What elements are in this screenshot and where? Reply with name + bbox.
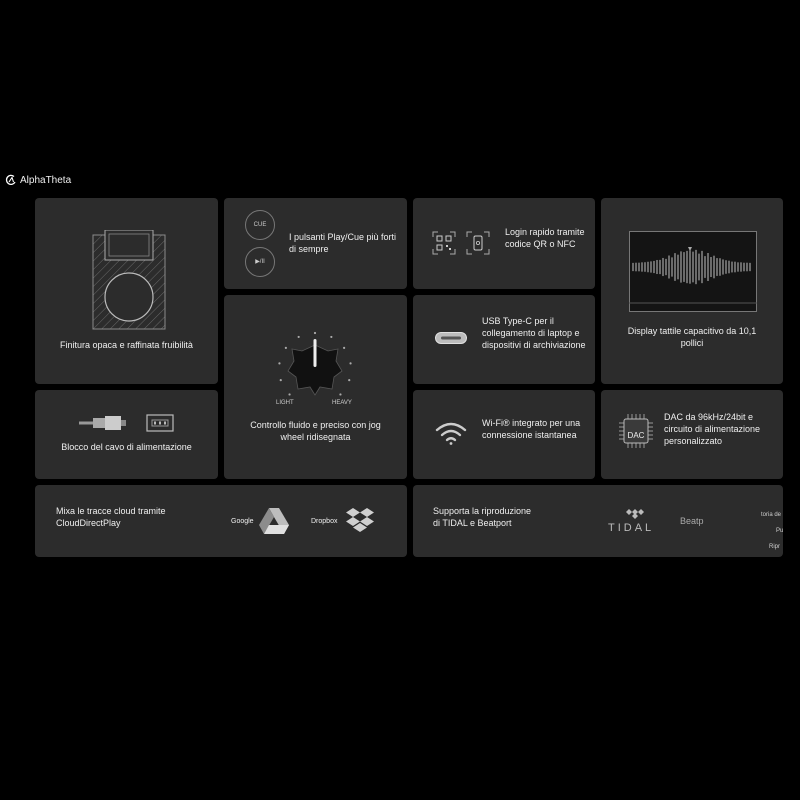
google-label: Google: [231, 518, 254, 525]
dac-card: [601, 390, 783, 479]
power-cable-icon: [79, 414, 175, 432]
wifi-card: [413, 390, 595, 479]
device-outline-icon: [90, 230, 168, 332]
jog-light-label: LIGHT: [276, 400, 294, 406]
jog-card: [224, 295, 407, 479]
brand-logo[interactable]: [5, 174, 71, 186]
usb-c-connector-icon: [435, 332, 467, 344]
login-text: Login rapido tramite codice QR o NFC: [505, 227, 585, 249]
cloud-card: [35, 485, 407, 557]
jog-knob-icon: [272, 325, 360, 407]
alphatheta-logo-icon: [5, 174, 17, 186]
cut-text-1: toria de: [761, 512, 782, 518]
cue-button-icon: CUE: [245, 210, 275, 240]
dac-text: DAC da 96kHz/24bit e circuito di alimentazione personalizzato: [664, 412, 761, 446]
nfc-phone-icon: [466, 231, 490, 255]
wifi-text: Wi-Fi® integrato per una connessione istantanea: [482, 418, 581, 440]
dropbox-label: Dropbox: [311, 518, 338, 525]
jog-text: Controllo fluido e preciso con jog wheel ridisegnata: [250, 420, 381, 442]
buttons-card: [224, 198, 407, 289]
cloud-text: Mixa le tracce cloud tramite CloudDirectPlay: [56, 506, 166, 528]
display-card: [601, 198, 783, 384]
finish-text: Finitura opaca e raffinata fruibilità: [60, 340, 193, 350]
touch-display-icon: [629, 231, 757, 313]
cut-text-3: Ripr: [769, 544, 781, 550]
login-card: [413, 198, 595, 289]
power-lock-card: [35, 390, 218, 479]
qr-code-icon: [432, 231, 456, 255]
dropbox-icon[interactable]: [345, 508, 375, 534]
finish-card: [35, 198, 218, 384]
dac-chip-label: DAC: [627, 431, 645, 440]
tidal-logo-icon: [626, 509, 644, 519]
usb-text: USB Type-C per il collegamento di laptop e dispositivi di archiviazione: [482, 316, 586, 350]
google-drive-icon[interactable]: [259, 508, 289, 534]
usb-card: [413, 295, 595, 384]
tidal-label[interactable]: TIDAL: [608, 522, 655, 534]
play-button-icon: ▶/II: [245, 247, 275, 277]
power-lock-text: Blocco del cavo di alimentazione: [61, 442, 192, 452]
jog-heavy-label: HEAVY: [332, 400, 352, 406]
streaming-card: [413, 485, 783, 557]
streaming-text: Supporta la riproduzione di TIDAL e Beatport: [433, 506, 532, 528]
wifi-icon: [435, 421, 467, 445]
display-text: Display tattile capacitivo da 10,1 pollici: [627, 326, 757, 348]
brand-name: AlphaTheta: [20, 174, 72, 186]
buttons-text: I pulsanti Play/Cue più forti di sempre: [289, 232, 397, 254]
beatport-label[interactable]: Beatp: [680, 516, 704, 526]
cut-text-2: Pu: [776, 528, 783, 534]
